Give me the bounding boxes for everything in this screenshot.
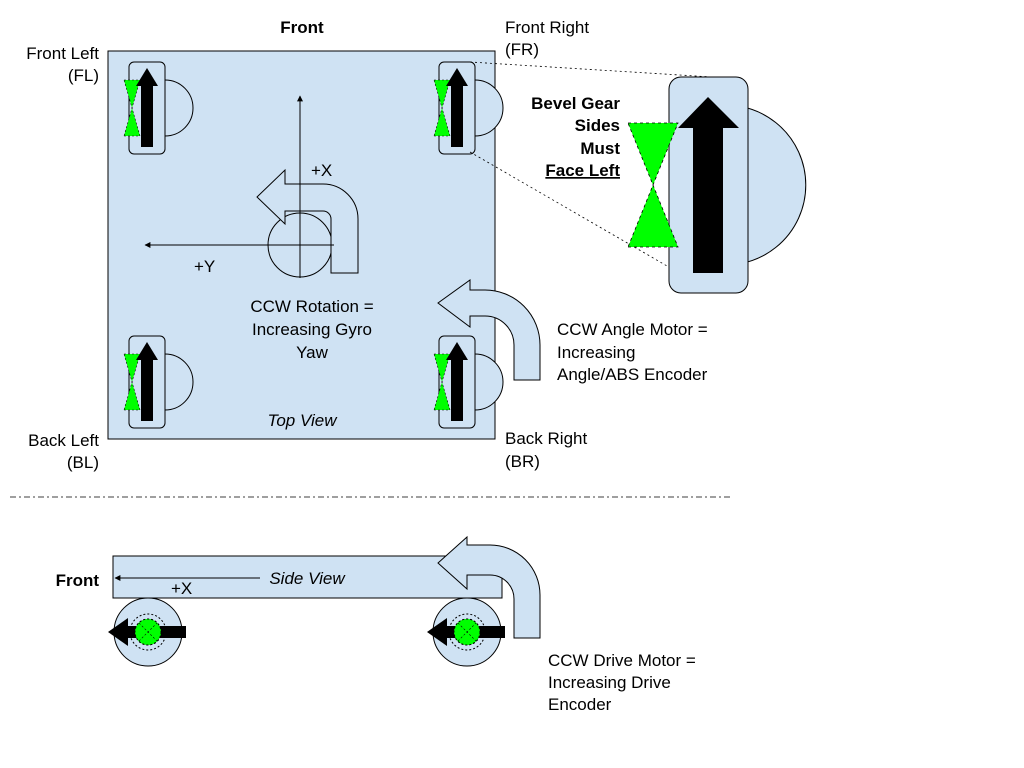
- bl-label: Back Left: [28, 431, 99, 450]
- bevel-note-line3: Must: [580, 139, 620, 158]
- bevel-note-line2: Sides: [574, 116, 620, 135]
- fr-abbr: (FR): [505, 40, 539, 59]
- fl-label: Front Left: [26, 44, 99, 63]
- y-axis-label: +Y: [194, 257, 216, 276]
- side-view-caption: Side View: [269, 569, 345, 588]
- enlarged-module: [628, 77, 806, 293]
- x-axis-label: +X: [311, 161, 333, 180]
- br-abbr: (BR): [505, 452, 540, 471]
- side-wheel-back: [427, 598, 505, 666]
- side-x-axis-label: +X: [171, 579, 193, 598]
- top-view-front-title: Front: [280, 18, 324, 37]
- fl-abbr: (FL): [67, 66, 99, 85]
- fr-label: Front Right: [505, 18, 590, 37]
- zoom-guide-top: [470, 62, 712, 77]
- rotation-note-line3: Yaw: [296, 343, 328, 362]
- rotation-note-line1: CCW Rotation =: [250, 297, 374, 316]
- angle-motor-note-line2: Increasing: [557, 343, 636, 362]
- drive-motor-note-line1: CCW Drive Motor =: [548, 651, 696, 670]
- side-view-front-label: Front: [55, 571, 99, 590]
- drive-motor-note-line3: Encoder: [548, 695, 612, 714]
- bl-abbr: (BL): [66, 453, 99, 472]
- br-label: Back Right: [505, 429, 588, 448]
- rotation-note-line2: Increasing Gyro: [252, 320, 372, 339]
- angle-motor-note-line3: Angle/ABS Encoder: [557, 365, 708, 384]
- bevel-note-line1: Bevel Gear: [531, 94, 620, 113]
- side-wheel-front: [108, 598, 186, 666]
- drive-motor-note-line2: Increasing Drive: [548, 673, 671, 692]
- top-view-caption: Top View: [267, 411, 337, 430]
- bevel-note-line4: Face Left: [545, 161, 620, 180]
- angle-motor-note-line1: CCW Angle Motor =: [557, 320, 708, 339]
